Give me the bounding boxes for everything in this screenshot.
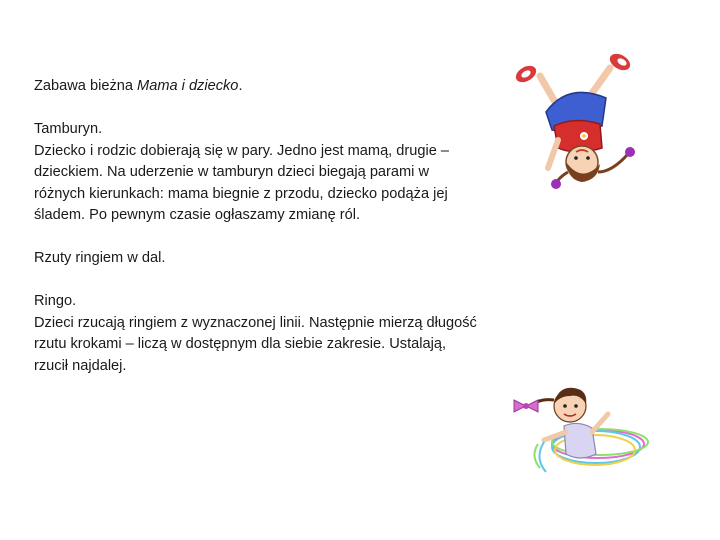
paragraph-line: śladem. Po pewnym czasie ogłaszamy zmianę ról.: [34, 207, 361, 223]
paragraph-line: rzucił najdalej.: [34, 357, 127, 374]
hula-hoop-girl-illustration: [500, 384, 650, 484]
paragraph-line: Dzieci rzucają ringiem z wyznaczonej linii. Następnie mierzą długość: [34, 314, 477, 331]
cartwheel-child-illustration: [510, 44, 650, 194]
title: [34, 76, 539, 98]
section-heading: Rzuty ringiem w dal.: [34, 250, 166, 266]
paragraph-line: Dziecko i rodzic dobierają się w pary. Jedno jest mamą, drugie –: [34, 142, 450, 159]
paragraph-line: różnych kierunkach: mama biegnie z przodu, dziecko podąża jej: [34, 185, 448, 202]
title-italic: Mama i dziecko: [137, 78, 239, 94]
section-heading: Tamburyn.: [34, 121, 103, 137]
section-rzuty: [34, 248, 539, 270]
section-tamburyn: [34, 119, 539, 227]
title-prefix: Zabawa bieżna: [34, 78, 138, 94]
paragraph-line: rzutu krokami – liczą w dostępnym dla siebie zakresie. Ustalają,: [34, 336, 447, 352]
section-ringo: [34, 291, 539, 377]
paragraph-line: dzieckiem. Na uderzenie w tamburyn dzieci biegają parami w: [34, 164, 430, 180]
title-suffix: .: [238, 78, 243, 94]
section-heading: Ringo.: [34, 293, 77, 309]
text-content: [34, 76, 539, 377]
